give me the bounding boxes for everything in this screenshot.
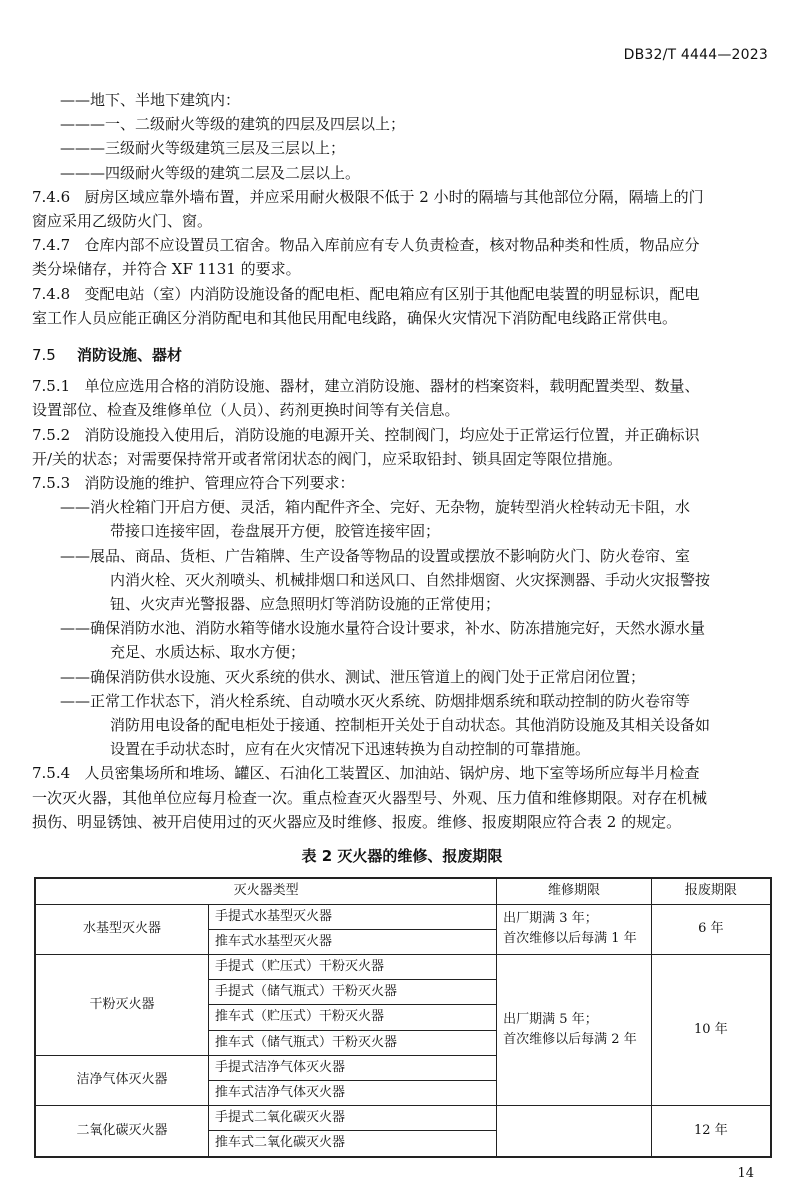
list-item-continuation: 设置在手动状态时，应有在火灾情况下迅速转换为自动控制的可靠措施。	[110, 740, 591, 759]
column-header: 灭火器类型	[35, 878, 497, 904]
clause-7-5-4	[32, 761, 772, 834]
table-row	[35, 954, 771, 979]
column-header: 报废期限	[651, 878, 771, 904]
section-number: 7.5	[32, 346, 56, 365]
list-item-continuation: 消防用电设备的配电柜处于接通、控制柜开关处于自动状态。其他消防设施及其相关设备如	[110, 716, 711, 735]
repair-line: 出厂期满 5 年；	[503, 1012, 598, 1028]
table-cell: 手提式水基型灭火器	[209, 904, 497, 929]
table-cell: 手提式（储气瓶式）干粉灭火器	[209, 980, 497, 1005]
clause-7-5-2	[32, 423, 772, 471]
clause-text: 损伤、明显锈蚀、被开启使用过的灭火器应及时维修、报废。维修、报废期限应符合表 2 的规定。	[32, 812, 682, 831]
clause-number: 7.4.8	[32, 284, 71, 303]
table-title: 表 2 灭火器的维修、报废期限	[301, 847, 503, 866]
clause-text: 仓库内部不应设置员工宿舍。物品入库前应有专人负责检查，核对物品种类和性质，物品应分	[84, 236, 700, 255]
list-item: ——地下、半地下建筑内：	[60, 91, 241, 109]
clause-7-4-8	[32, 282, 772, 330]
repair-line: 首次维修以后每满 2 年	[503, 1032, 637, 1048]
list-item: ———四级耐火等级的建筑二层及二层以上。	[60, 163, 361, 182]
clause-text: 开/关的状态；对需要保持常开或者常闭状态的阀门，应采取铅封、锁具固定等限位措施。	[32, 449, 623, 468]
clause-text: 厨房区域应靠外墙布置，并应采用耐火极限不低于 2 小时的隔墙与其他部位分隔，隔墙上的门	[84, 187, 704, 206]
group-cell: 洁净气体灭火器	[35, 1055, 209, 1105]
clause-number: 7.5.2	[32, 425, 71, 444]
table-cell: 手提式二氧化碳灭火器	[209, 1106, 497, 1131]
clause-text: 类分垛储存，并符合 XF 1131 的要求。	[32, 260, 301, 279]
repair-period-cell	[497, 954, 652, 1105]
list-item-continuation: 带接口连接牢固，卷盘展开方便，胶管连接牢固；	[110, 522, 441, 541]
table-cell: 手提式洁净气体灭火器	[209, 1055, 497, 1080]
clause-text: 消防设施的维护、管理应符合下列要求：	[84, 474, 355, 493]
clause-text: 室工作人员应能正确区分消防配电和其他民用配电线路，确保火灾情况下消防配电线路正常供电。	[32, 308, 678, 327]
column-header: 维修期限	[497, 878, 652, 904]
list-item: ——消火栓箱门开启方便、灵活，箱内配件齐全、完好、无杂物，旋转型消火栓转动无卡阻，水	[60, 498, 691, 517]
table-cell: 推车式洁净气体灭火器	[209, 1080, 497, 1105]
section-title: 消防设施、器材	[77, 346, 183, 365]
group-cell: 水基型灭火器	[35, 904, 209, 954]
scrap-period-cell: 6 年	[651, 904, 771, 954]
page-number: 14	[737, 1166, 754, 1181]
table-row	[35, 904, 771, 929]
list-item: ———一、二级耐火等级的建筑的四层及四层以上；	[60, 115, 406, 134]
section-heading	[32, 343, 772, 367]
list-item: ——确保消防供水设施、灭火系统的供水、测试、泄压管道上的阀门处于正常启闭位置；	[60, 667, 646, 686]
clause-text: 设置部位、检查及维修单位（人员）、药剂更换时间等有关信息。	[32, 401, 460, 420]
table-row	[35, 1106, 771, 1131]
table-cell: 推车式水基型灭火器	[209, 929, 497, 954]
list-item-continuation: 充足、水质达标、取水方便；	[110, 643, 306, 662]
repair-period-cell	[497, 904, 652, 954]
list-item: ——展品、商品、货柜、广告箱牌、生产设备等物品的设置或摆放不影响防火门、防火卷帘、室	[60, 546, 691, 565]
list-item: ——正常工作状态下，消火栓系统、自动喷水灭火系统、防烟排烟系统和联动控制的防火卷帘等	[60, 691, 691, 710]
clause-text: 窗应采用乙级防火门、窗。	[32, 212, 213, 231]
list-item: ———三级耐火等级建筑三层及三层以上；	[60, 139, 346, 158]
clause-text: 一次灭火器，其他单位应每月检查一次。重点检查灭火器型号、外观、压力值和维修期限。对存在机械	[32, 788, 708, 807]
table-cell: 推车式（贮压式）干粉灭火器	[209, 1005, 497, 1030]
clause-number: 7.5.3	[32, 474, 71, 493]
clause-7-5-1	[32, 374, 772, 422]
list-7-5-3	[32, 495, 772, 761]
clause-7-5-3	[32, 471, 772, 495]
clause-number: 7.4.6	[32, 187, 71, 206]
repair-period-cell-empty	[497, 1106, 652, 1157]
repair-line: 首次维修以后每满 1 年	[503, 931, 637, 947]
clause-text: 变配电站（室）内消防设施设备的配电柜、配电箱应有区别于其他配电装置的明显标识，配电	[84, 284, 700, 303]
clause-text: 单位应选用合格的消防设施、器材，建立消防设施、器材的档案资料，载明配置类型、数量、	[84, 377, 700, 396]
list-item-continuation: 钮、火灾声光警报器、应急照明灯等消防设施的正常使用；	[110, 595, 501, 614]
group-cell: 二氧化碳灭火器	[35, 1106, 209, 1157]
clause-number: 7.5.4	[32, 764, 71, 783]
table-cell: 推车式（储气瓶式）干粉灭火器	[209, 1030, 497, 1055]
clause-number: 7.5.1	[32, 377, 71, 396]
document-code: DB32/T 4444—2023	[623, 47, 768, 63]
clause-text: 消防设施投入使用后，消防设施的电源开关、控制阀门，均应处于正常运行位置，并正确标识	[84, 425, 700, 444]
extinguisher-period-table	[34, 877, 772, 1157]
table-cell: 推车式二氧化碳灭火器	[209, 1131, 497, 1157]
list-item-continuation: 内消火栓、灭火剂喷头、机械排烟口和送风口、自然排烟窗、火灾探测器、手动火灾报警按	[110, 570, 711, 589]
document-body	[32, 88, 772, 1158]
table-header-row	[35, 878, 771, 904]
scrap-period-cell: 10 年	[651, 954, 771, 1105]
list-item: ——确保消防水池、消防水箱等储水设施水量符合设计要求，补水、防冻措施完好，天然水源水量	[60, 619, 706, 638]
clause-number: 7.4.7	[32, 236, 71, 255]
repair-line: 出厂期满 3 年；	[503, 911, 598, 927]
clause-7-4-6	[32, 185, 772, 233]
table-cell: 手提式（贮压式）干粉灭火器	[209, 954, 497, 979]
group-cell: 干粉灭火器	[35, 954, 209, 1055]
clause-7-4-7	[32, 233, 772, 281]
clause-text: 人员密集场所和堆场、罐区、石油化工装置区、加油站、锅炉房、地下室等场所应每半月检查	[84, 764, 700, 783]
scrap-period-cell: 12 年	[651, 1106, 771, 1157]
